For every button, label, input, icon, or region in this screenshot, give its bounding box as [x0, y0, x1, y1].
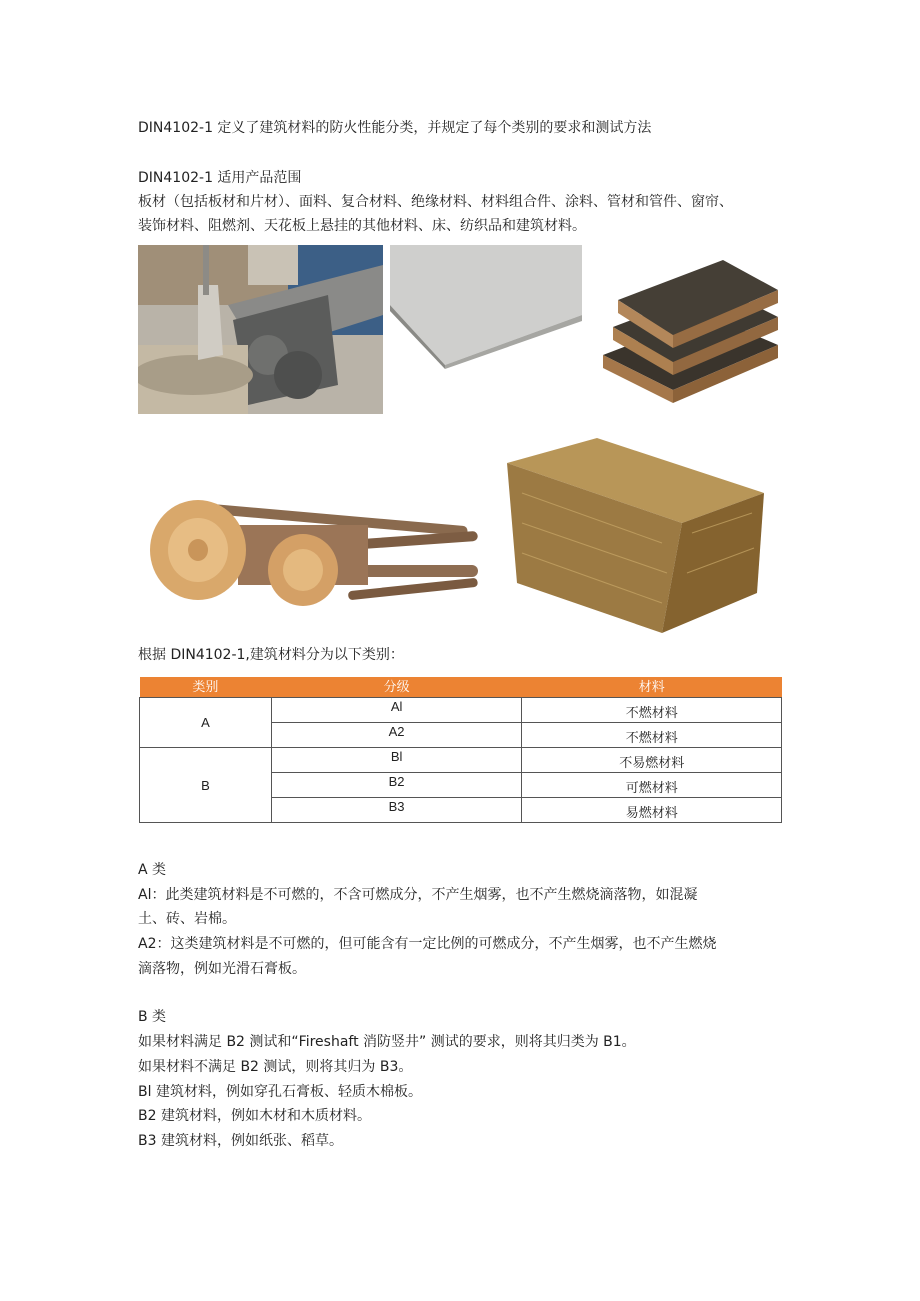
material-cell: 不燃材料 — [522, 698, 782, 723]
class-b-line-1: 如果材料满足 B2 测试和“Fireshaft 消防竖井” 测试的要求，则将其归类为 B1。 — [138, 1034, 636, 1050]
class-a1-line-2: 土、砖、岩棉。 — [138, 911, 236, 927]
class-b-title: B 类 — [138, 1009, 167, 1025]
classify-intro: 根据 DIN4102-1,建筑材料分为以下类别： — [138, 647, 404, 663]
classification-table — [139, 677, 782, 823]
table-row — [140, 748, 782, 773]
scope-line-1: 板材（包括板材和片材）、面料、复合材料、绝缘材料、材料组合件、涂料、管材和管件、窗帘、 — [138, 194, 733, 210]
concrete-photo — [138, 245, 383, 414]
table-row — [140, 698, 782, 723]
material-cell: 易燃材料 — [522, 798, 782, 823]
class-b-line-5: B3 建筑材料，例如纸张、稻草。 — [138, 1133, 343, 1149]
header-grade: 分级 — [271, 677, 522, 698]
grade-cell: Al — [271, 698, 522, 723]
category-cell: B — [140, 748, 272, 823]
table-header-row — [140, 677, 782, 698]
material-cell: 不易燃材料 — [522, 748, 782, 773]
intro-text: DIN4102-1 定义了建筑材料的防火性能分类，并规定了每个类别的要求和测试方法 — [138, 120, 652, 136]
wood-logs-photo — [148, 495, 488, 610]
grade-cell: Bl — [271, 748, 522, 773]
material-cell: 可燃材料 — [522, 773, 782, 798]
class-a2-line-1: A2：这类建筑材料是不可燃的，但可能含有一定比例的可燃成分，不产生烟雾，也不产生燃烧 — [138, 936, 717, 952]
particle-board-photo — [598, 245, 783, 410]
header-material: 材料 — [522, 677, 782, 698]
class-b-line-2: 如果材料不满足 B2 测试，则将其归为 B3。 — [138, 1059, 413, 1075]
class-b-line-4: B2 建筑材料，例如木材和木质材料。 — [138, 1108, 371, 1124]
material-cell: 不燃材料 — [522, 723, 782, 748]
header-category: 类别 — [140, 677, 272, 698]
hay-bale-photo — [502, 433, 767, 638]
scope-title: DIN4102-1 适用产品范围 — [138, 170, 302, 186]
class-a2-line-2: 滴落物，例如光滑石膏板。 — [138, 961, 306, 977]
gypsum-board-photo — [390, 245, 582, 369]
grade-cell: A2 — [271, 723, 522, 748]
category-cell: A — [140, 698, 272, 748]
scope-line-2: 装饰材料、阻燃剂、天花板上悬挂的其他材料、床、纺织品和建筑材料。 — [138, 218, 586, 234]
class-a1-line-1: Al：此类建筑材料是不可燃的，不含可燃成分，不产生烟雾，也不产生燃烧滴落物，如混凝 — [138, 887, 698, 903]
class-a-title: A 类 — [138, 862, 167, 878]
class-b-line-3: Bl 建筑材料，例如穿孔石膏板、轻质木棉板。 — [138, 1084, 422, 1100]
grade-cell: B3 — [271, 798, 522, 823]
grade-cell: B2 — [271, 773, 522, 798]
